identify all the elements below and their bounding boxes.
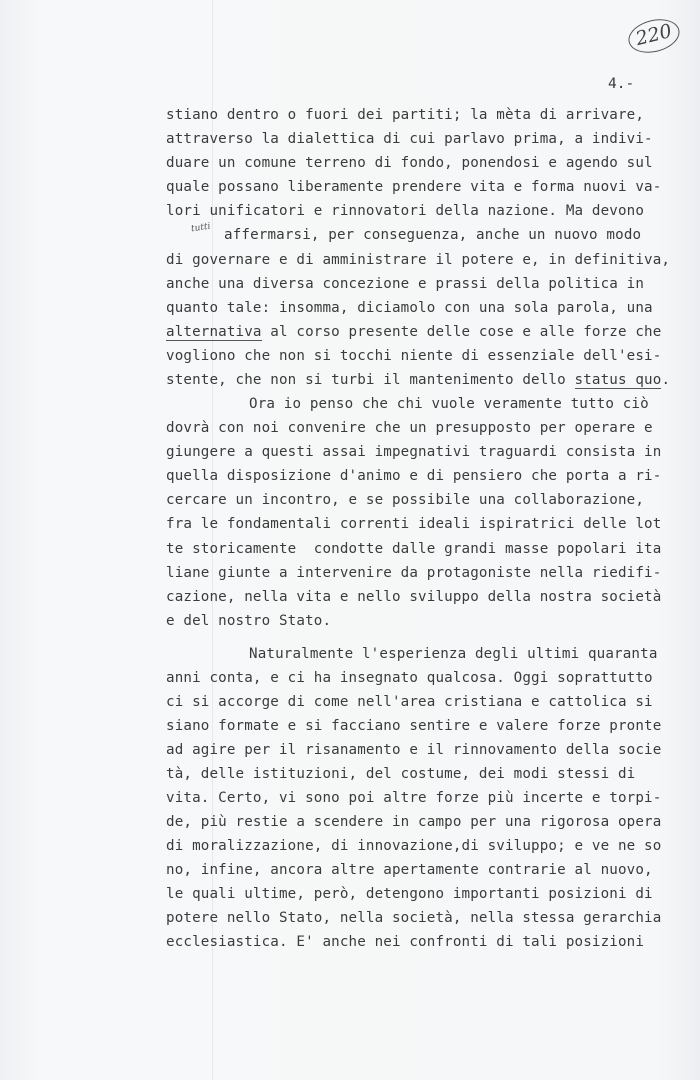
line-text: di governare e di amministrare il potere e, in definitiva, — [166, 252, 671, 268]
text-line — [166, 910, 661, 926]
line-text: siano formate e si facciano sentire e valere forze pronte — [166, 718, 662, 734]
margin-annotation: tutti — [190, 221, 212, 235]
line-text: te storicamente condotte dalle grandi masse popolari ita — [166, 541, 662, 557]
line-text: giungere a questi assai impegnativi traguardi consista in — [166, 444, 662, 460]
line-text: cazione, nella vita e nello sviluppo della nostra società — [166, 589, 662, 605]
line-text: le quali ultime, però, detengono importanti posizioni di — [166, 886, 653, 902]
line-text: vita. Certo, vi sono poi altre forze più incerte e torpi- — [166, 790, 662, 806]
text-line — [166, 886, 653, 902]
line-text: duare un comune terreno di fondo, ponendosi e agendo sul — [166, 155, 653, 171]
line-text: . — [661, 372, 671, 388]
line-text: anche una diversa concezione e prassi della politica in — [166, 276, 645, 292]
text-line — [166, 131, 653, 147]
line-text: quella disposizione d'animo e di pensiero che porta a ri- — [166, 468, 662, 484]
line-text: affermarsi, per conseguenza, anche un nuovo modo — [224, 227, 642, 243]
text-line — [166, 790, 661, 806]
line-text: anni conta, e ci ha insegnato qualcosa. Oggi soprattutto — [166, 670, 653, 686]
text-line — [166, 203, 644, 219]
text-line — [166, 934, 644, 950]
line-text: vogliono che non si tocchi niente di essenziale dell'esi- — [166, 348, 662, 364]
underlined-term: alternativa — [166, 324, 262, 340]
text-line — [249, 646, 658, 662]
text-line — [249, 396, 649, 412]
underlined-term: status quo — [574, 372, 662, 388]
page-number: 4.- — [608, 76, 635, 92]
text-line — [166, 589, 661, 605]
text-line — [166, 252, 670, 268]
line-text: cercare un incontro, e se possibile una collaborazione, — [166, 492, 645, 508]
line-text: e del nostro Stato. — [166, 613, 332, 629]
line-text: di moralizzazione, di innovazione,di sviluppo; e ve ne so — [166, 838, 662, 854]
text-line — [166, 324, 661, 340]
text-line — [166, 468, 661, 484]
text-line — [166, 742, 661, 758]
text-line — [166, 179, 661, 195]
text-line — [224, 227, 641, 243]
text-line — [166, 300, 653, 316]
line-text: al corso presente delle cose e alle forze che — [261, 324, 662, 340]
line-text: Ora io penso che chi vuole veramente tutto ciò — [249, 396, 649, 412]
text-line — [166, 516, 661, 532]
text-line — [166, 541, 661, 557]
line-text: Naturalmente l'esperienza degli ultimi quaranta — [249, 646, 658, 662]
text-line — [166, 718, 661, 734]
text-line — [166, 838, 661, 854]
line-text: ad agire per il risanamento e il rinnovamento della socie — [166, 742, 662, 758]
text-line — [166, 492, 644, 508]
archive-stamp: 220 — [625, 14, 683, 58]
line-text: lori unificatori e rinnovatori della nazione. Ma devono — [166, 203, 645, 219]
line-text: potere nello Stato, nella società, nella stessa gerarchia — [166, 910, 662, 926]
line-text: ci si accorge di come nell'area cristiana e cattolica si — [166, 694, 653, 710]
text-line — [166, 372, 670, 388]
text-line — [166, 444, 661, 460]
line-text: fra le fondamentali correnti ideali ispiratrici delle lot — [166, 516, 662, 532]
line-text: quanto tale: insomma, diciamolo con una sola parola, una — [166, 300, 653, 316]
line-text: quale possano liberamente prendere vita e forma nuovi va- — [166, 179, 662, 195]
text-line — [166, 862, 653, 878]
line-text: ecclesiastica. E' anche nei confronti di tali posizioni — [166, 934, 645, 950]
line-text: stente, che non si turbi il mantenimento dello — [166, 372, 575, 388]
line-text: attraverso la dialettica di cui parlavo prima, a indivi- — [166, 131, 653, 147]
text-line — [166, 107, 644, 123]
text-line — [166, 766, 635, 782]
text-line — [166, 814, 661, 830]
text-line — [166, 276, 644, 292]
line-text: tà, delle istituzioni, del costume, dei modi stessi di — [166, 766, 636, 782]
text-line — [166, 155, 653, 171]
text-line — [166, 348, 661, 364]
text-line — [166, 420, 653, 436]
line-text: liane giunte a intervenire da protagoniste nella riedifi- — [166, 565, 662, 581]
text-line — [166, 565, 661, 581]
line-text: no, infine, ancora altre apertamente contrarie al nuovo, — [166, 862, 653, 878]
line-text: stiano dentro o fuori dei partiti; la mèta di arrivare, — [166, 107, 645, 123]
line-text: de, più restie a scendere in campo per una rigorosa opera — [166, 814, 662, 830]
text-line — [166, 613, 331, 629]
text-line — [166, 670, 653, 686]
text-line — [166, 694, 653, 710]
line-text: dovrà con noi convenire che un presupposto per operare e — [166, 420, 653, 436]
